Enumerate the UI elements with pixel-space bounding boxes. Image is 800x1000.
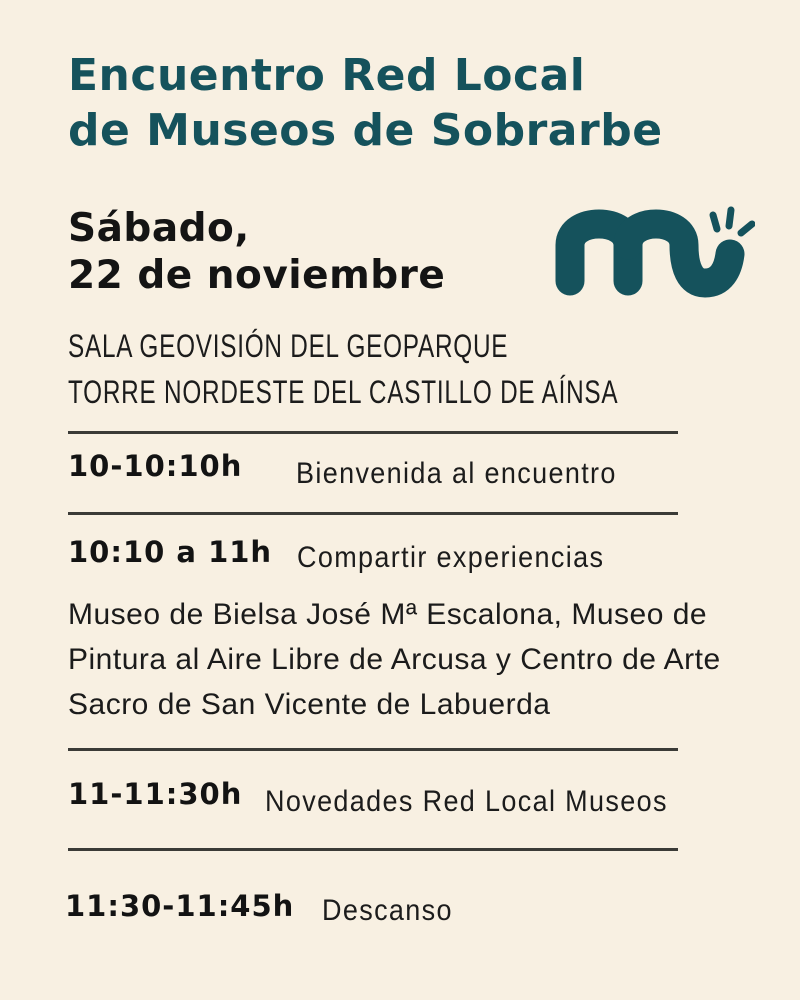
venue-line1: SALA GEOVISIÓN DEL GEOPARQUE — [68, 328, 509, 364]
schedule-time-1: 10-10:10h — [68, 449, 243, 483]
date-heading — [68, 205, 445, 299]
mu-museos-logo-icon — [550, 196, 755, 310]
venue-text — [68, 323, 618, 415]
schedule-activity-4: Descanso — [322, 894, 453, 927]
divider-line — [68, 512, 678, 515]
date-line1: Sábado, — [68, 206, 250, 251]
divider-line — [68, 431, 678, 434]
page-title-line1: Encuentro Red Local — [68, 50, 586, 101]
schedule-time-3: 11-11:30h — [68, 777, 243, 811]
divider-line — [68, 748, 678, 751]
schedule-activity-1: Bienvenida al encuentro — [296, 457, 617, 490]
divider-line — [68, 848, 678, 851]
page-title-line2: de Museos de Sobrarbe — [68, 105, 663, 156]
schedule-details-2: Museo de Bielsa José Mª Escalona, Museo de Pintura al Aire Libre de Arcusa y Centro de Arte Sacro de San Vicente de Labuerda — [68, 598, 721, 721]
schedule-time-4: 11:30-11:45h — [65, 889, 295, 923]
schedule-activity-3: Novedades Red Local Museos — [265, 785, 668, 818]
date-line2: 22 de noviembre — [68, 253, 446, 298]
page-title — [68, 48, 663, 158]
schedule-activity-2: Compartir experiencias — [297, 541, 605, 574]
schedule-time-2: 10:10 a 11h — [68, 535, 273, 569]
venue-line2: TORRE NORDESTE DEL CASTILLO DE AÍNSA — [68, 374, 619, 410]
